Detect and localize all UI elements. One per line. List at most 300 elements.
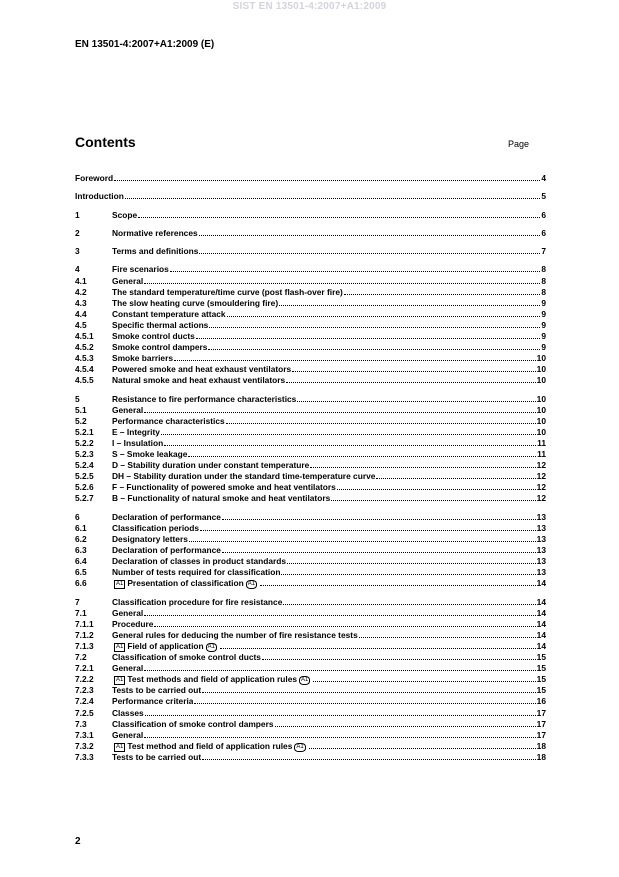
- toc-entry-title-wrap: [112, 449, 187, 460]
- toc-entry-number: 7.2.3: [75, 685, 94, 696]
- toc-entry-title: D – Stability duration under constant temperature: [112, 460, 310, 471]
- toc-entry-page: 12: [536, 493, 546, 504]
- toc-entry-title-wrap: [112, 641, 219, 652]
- dot-leader: [279, 299, 540, 306]
- toc-entry-title-wrap: [112, 320, 208, 331]
- toc-entry[interactable]: [75, 512, 546, 523]
- toc-entry-title: E – Integrity: [112, 426, 160, 437]
- toc-entry-title: Classification of smoke control ducts: [112, 652, 261, 663]
- toc-entry-title-wrap: [112, 394, 296, 405]
- dot-leader: [281, 568, 535, 575]
- toc-entry-title: Classification periods: [112, 522, 200, 533]
- toc-entry-title-wrap: [112, 597, 282, 608]
- toc-entry-title: Tests to be carried out: [112, 751, 202, 762]
- dot-leader: [125, 192, 540, 199]
- toc-entry-number: 3: [75, 246, 80, 257]
- toc-entry-number: 7.2.4: [75, 696, 94, 707]
- toc-entry[interactable]: [75, 696, 546, 707]
- toc-entry-number: 7.2.2: [75, 674, 94, 685]
- toc-entry-title-wrap: [112, 246, 198, 257]
- toc-entry-page: 13: [536, 533, 546, 544]
- toc-entry-title-wrap: [112, 696, 193, 707]
- toc-entry-title-wrap: [112, 652, 261, 663]
- toc-entry-title-wrap: [75, 191, 124, 202]
- toc-entry-title-wrap: [112, 578, 259, 589]
- toc-entry-number: 6: [75, 511, 80, 522]
- toc-entry-page: 17: [536, 718, 546, 729]
- amendment-start-mark: A1: [116, 743, 124, 750]
- toc-entry[interactable]: [75, 416, 546, 427]
- toc-entry-number: 4.5.1: [75, 330, 94, 341]
- toc-entry-page: 7: [541, 246, 546, 257]
- toc-entry-title-wrap: [112, 438, 163, 449]
- toc-entry-page: 8: [541, 286, 546, 297]
- toc-entry-title-wrap: [112, 298, 278, 309]
- toc-entry-title: Presentation of classification: [127, 578, 244, 589]
- toc-entry-title: Designatory letters: [112, 533, 188, 544]
- dot-leader: [275, 720, 536, 727]
- toc-entry-title-wrap: [112, 556, 286, 567]
- toc-entry[interactable]: [75, 641, 546, 652]
- dot-leader: [174, 354, 536, 361]
- dot-leader: [222, 546, 536, 553]
- toc-entry-number: 4.4: [75, 308, 87, 319]
- toc-entry-number: 6.5: [75, 567, 87, 578]
- toc-entry-title-wrap: [112, 630, 358, 641]
- dot-leader: [200, 524, 536, 531]
- toc-entry-title-wrap: [75, 173, 113, 184]
- dot-leader: [286, 376, 536, 383]
- dot-leader: [359, 631, 536, 638]
- toc-entry[interactable]: [75, 309, 546, 320]
- dot-leader: [283, 598, 535, 605]
- toc-entry-title: Performance criteria: [112, 696, 194, 707]
- toc-entry[interactable]: [75, 578, 546, 589]
- toc-entry-page: 10: [536, 426, 546, 437]
- toc-entry-title: Terms and definitions: [112, 246, 199, 257]
- toc-entry-number: 4.3: [75, 297, 87, 308]
- toc-entry-number: 5.2.7: [75, 493, 94, 504]
- toc-entry-number: 4.5: [75, 319, 87, 330]
- toc-entry-title: Performance characteristics: [112, 415, 225, 426]
- toc-entry-page: 17: [536, 729, 546, 740]
- toc-entry[interactable]: [75, 228, 546, 239]
- contents-title: Contents: [75, 134, 136, 150]
- toc-entry-title-wrap: [112, 674, 312, 685]
- toc-entry-title-wrap: [112, 309, 226, 320]
- toc-entry-title-wrap: [112, 730, 143, 741]
- toc-entry-page: 10: [536, 393, 546, 404]
- toc-entry-page: 15: [536, 663, 546, 674]
- amendment-end-mark: A1: [301, 677, 309, 684]
- toc-entry-title-wrap: [112, 512, 221, 523]
- page-column-label: Page: [508, 139, 530, 149]
- toc-entry-page: 18: [536, 740, 546, 751]
- toc-entry-title: The slow heating curve (smouldering fire): [112, 297, 279, 308]
- toc-entry-title: Smoke control ducts: [112, 330, 195, 341]
- toc-entry-number: 7.1.1: [75, 618, 94, 629]
- toc-entry-title: Constant temperature attack: [112, 308, 226, 319]
- dot-leader: [188, 450, 536, 457]
- dot-leader: [144, 664, 535, 671]
- toc-entry[interactable]: [75, 471, 546, 482]
- toc-entry-title-wrap: [112, 708, 144, 719]
- toc-entry-number: 5.2.4: [75, 460, 94, 471]
- toc-entry-title-wrap: [112, 482, 336, 493]
- toc-entry-title: Classification procedure for fire resistance: [112, 596, 283, 607]
- dot-leader: [170, 265, 541, 272]
- toc-entry[interactable]: [75, 630, 546, 641]
- toc-entry-number: 6.1: [75, 522, 87, 533]
- toc-entry[interactable]: [75, 567, 546, 578]
- toc-entry-page: 10: [536, 375, 546, 386]
- toc-entry-title-wrap: [112, 331, 195, 342]
- toc-entry-title-wrap: [112, 523, 199, 534]
- toc-entry-title: Natural smoke and heat exhaust ventilators: [112, 375, 286, 386]
- dot-leader: [199, 247, 540, 254]
- toc-entry-number: 5.2.5: [75, 471, 94, 482]
- toc-entry-title-wrap: [112, 375, 285, 386]
- toc-entry-title-wrap: [112, 264, 169, 275]
- dot-leader: [196, 332, 540, 339]
- amendment-start-mark: A1: [116, 581, 124, 588]
- toc-entry-title-wrap: [112, 608, 143, 619]
- toc-entry-page: 4: [541, 173, 546, 183]
- toc-entry-title-wrap: [112, 353, 173, 364]
- toc-entry-title-wrap: [112, 276, 143, 287]
- toc-entry-number: 5.2.3: [75, 449, 94, 460]
- document-id: EN 13501-4:2007+A1:2009 (E): [75, 39, 215, 50]
- toc-entry-page: 18: [536, 751, 546, 762]
- toc-entry-title: Test method and field of application rules: [127, 740, 293, 751]
- toc-entry-page: 16: [536, 696, 546, 707]
- toc-entry-title: B – Functionality of natural smoke and heat ventilators: [112, 493, 331, 504]
- toc-entry[interactable]: [75, 394, 546, 405]
- toc-entry-title: Smoke barriers: [112, 353, 173, 364]
- toc-entry-title: DH – Stability duration under the standard time-temperature curve: [112, 471, 376, 482]
- toc-entry-title: Foreword: [75, 173, 114, 183]
- dot-leader: [260, 579, 536, 586]
- toc-entry[interactable]: [75, 752, 546, 763]
- toc-entry-title: Number of tests required for classification: [112, 567, 281, 578]
- toc-entry-number: 7: [75, 596, 80, 607]
- toc-entry-title-wrap: [112, 493, 330, 504]
- toc-entry-page: 13: [536, 511, 546, 522]
- toc-entry-number: 7.3: [75, 718, 87, 729]
- toc-entry-title: General: [112, 607, 144, 618]
- dot-leader: [208, 343, 540, 350]
- toc-entry[interactable]: [75, 320, 546, 331]
- toc-entry-page: 14: [536, 640, 546, 651]
- toc-entry-page: 12: [536, 460, 546, 471]
- toc-entry[interactable]: [75, 342, 546, 353]
- toc-entry-title: General: [112, 275, 144, 286]
- dot-leader: [161, 428, 536, 435]
- toc-entry-number: 5.1: [75, 404, 87, 415]
- toc-entry-number: 7.3.1: [75, 729, 94, 740]
- toc-entry-page: 15: [536, 652, 546, 663]
- toc-entry[interactable]: [75, 353, 546, 364]
- toc-entry[interactable]: [75, 298, 546, 309]
- dot-leader: [226, 417, 536, 424]
- amendment-end-mark: A1: [247, 581, 256, 588]
- toc-entry-title-wrap: [112, 663, 143, 674]
- toc-entry-title-wrap: [112, 405, 143, 416]
- toc-entry-page: 9: [541, 330, 546, 341]
- toc-entry[interactable]: [75, 438, 546, 449]
- dot-leader: [222, 513, 536, 520]
- toc-entry[interactable]: [75, 191, 546, 202]
- toc-entry-page: 11: [537, 438, 546, 448]
- toc-entry-title: I – Insulation: [112, 438, 164, 448]
- toc-entry-number: 4.2: [75, 286, 87, 297]
- toc-entry-title: General: [112, 729, 144, 740]
- dot-leader: [199, 229, 541, 236]
- toc-entry-page: 13: [536, 545, 546, 556]
- dot-leader: [309, 742, 536, 749]
- toc-entry-title: S – Smoke leakage: [112, 449, 188, 460]
- toc-entry-number: 4.5.5: [75, 375, 94, 386]
- toc-entry-page: 9: [541, 308, 546, 319]
- toc-entry-number: 7.3.3: [75, 751, 94, 762]
- toc-entry-number: 7.1.3: [75, 640, 94, 651]
- toc-entry-number: 5.2.6: [75, 482, 94, 493]
- toc-entry-title: Declaration of performance: [112, 545, 221, 556]
- toc-entry[interactable]: [75, 608, 546, 619]
- dot-leader: [114, 174, 540, 181]
- dot-leader: [144, 277, 540, 284]
- toc-entry-page: 5: [541, 191, 546, 202]
- toc-entry-title: Normative references: [112, 227, 198, 238]
- toc-entry-number: 5.2.1: [75, 426, 94, 437]
- toc-entry[interactable]: [75, 449, 546, 460]
- toc-entry-number: 5.2: [75, 415, 87, 426]
- amendment-end-mark: A1: [296, 743, 304, 750]
- dot-leader: [189, 535, 536, 542]
- toc-entry-page: 12: [536, 482, 546, 493]
- toc-entry-title: Resistance to fire performance characteristics: [112, 393, 297, 404]
- toc-entry-number: 7.1.2: [75, 629, 94, 640]
- toc-entry-title-wrap: [112, 471, 375, 482]
- toc-entry-number: 7.2.5: [75, 707, 94, 718]
- toc-entry-title-wrap: [112, 342, 207, 353]
- dot-leader: [287, 557, 536, 564]
- toc-entry-page: 10: [536, 353, 546, 364]
- dot-leader: [194, 697, 535, 704]
- toc-entry-page: 13: [536, 522, 546, 533]
- toc-entry-page: 9: [541, 342, 546, 353]
- toc-entry-title-wrap: [112, 427, 160, 438]
- toc-entry-page: 8: [541, 264, 546, 275]
- toc-entry-page: 15: [536, 685, 546, 696]
- dot-leader: [138, 211, 540, 218]
- dot-leader: [292, 365, 535, 372]
- dot-leader: [144, 731, 535, 738]
- toc-entry[interactable]: [75, 556, 546, 567]
- toc-entry[interactable]: [75, 482, 546, 493]
- toc-entry-title: Test methods and field of application rules: [127, 674, 298, 685]
- toc-entry[interactable]: [75, 287, 546, 298]
- toc-entry-number: 7.1: [75, 607, 87, 618]
- toc-entry-title: Fire scenarios: [112, 264, 169, 275]
- toc-entry[interactable]: [75, 741, 546, 752]
- toc-entry-number: 4.5.4: [75, 364, 94, 375]
- amendment-start-mark: A1: [116, 677, 124, 684]
- toc-entry[interactable]: [75, 460, 546, 471]
- toc-entry-title-wrap: [112, 228, 198, 239]
- toc-entry-title: Scope: [112, 209, 138, 220]
- toc-entry-title: Introduction: [75, 191, 124, 202]
- toc-entry-title: Specific thermal actions: [112, 319, 209, 330]
- toc-entry-title: Powered smoke and heat exhaust ventilators: [112, 364, 292, 375]
- toc-entry[interactable]: [75, 730, 546, 741]
- dot-leader: [227, 310, 541, 317]
- toc-entry-number: 7.2: [75, 652, 87, 663]
- toc-entry[interactable]: [75, 264, 546, 275]
- toc-entry[interactable]: [75, 534, 546, 545]
- toc-entry-title-wrap: [112, 719, 274, 730]
- dot-leader: [331, 494, 535, 501]
- toc-entry-page: 10: [536, 404, 546, 415]
- toc-entry[interactable]: [75, 545, 546, 556]
- table-of-contents: [75, 173, 546, 763]
- dot-leader: [310, 461, 535, 468]
- toc-entry-title: Declaration of classes in product standards: [112, 556, 287, 567]
- toc-entry-title-wrap: [112, 210, 137, 221]
- toc-entry-number: 7.2.1: [75, 663, 94, 674]
- toc-entry-title: Classes: [112, 707, 144, 718]
- toc-entry-number: 7.3.2: [75, 740, 94, 751]
- toc-entry-page: 17: [536, 707, 546, 718]
- toc-entry-number: 5.2.2: [75, 438, 94, 448]
- toc-entry[interactable]: [75, 652, 546, 663]
- toc-entry-title: Smoke control dampers: [112, 342, 208, 353]
- toc-entry-number: 4.5.3: [75, 353, 94, 364]
- toc-entry-title-wrap: [112, 364, 291, 375]
- toc-entry[interactable]: [75, 619, 546, 630]
- toc-entry-number: 6.4: [75, 556, 87, 567]
- toc-entry[interactable]: [75, 493, 546, 504]
- toc-entry-page: 13: [536, 556, 546, 567]
- toc-entry-title: F – Functionality of powered smoke and heat ventilators: [112, 482, 336, 493]
- toc-entry-title-wrap: [112, 685, 201, 696]
- dot-leader: [337, 483, 536, 490]
- dot-leader: [164, 439, 536, 446]
- toc-entry-title-wrap: [112, 752, 201, 763]
- toc-entry[interactable]: [75, 173, 546, 184]
- toc-entry-number: 6.3: [75, 545, 87, 556]
- toc-entry-page: 6: [541, 209, 546, 220]
- toc-entry-title-wrap: [112, 545, 221, 556]
- toc-entry-page: 10: [536, 364, 546, 375]
- toc-entry[interactable]: [75, 405, 546, 416]
- toc-entry-page: 14: [536, 607, 546, 618]
- toc-entry-page: 15: [536, 674, 546, 685]
- toc-entry-title: Declaration of performance: [112, 511, 221, 522]
- toc-entry-page: 9: [541, 297, 546, 308]
- toc-entry[interactable]: [75, 674, 546, 685]
- toc-entry[interactable]: [75, 427, 546, 438]
- dot-leader: [376, 472, 535, 479]
- toc-entry-page: 14: [536, 629, 546, 640]
- dot-leader: [202, 686, 535, 693]
- toc-entry-page: 13: [536, 567, 546, 578]
- amendment-end-mark: A1: [207, 643, 215, 650]
- toc-entry-title: General rules for deducing the number of fire resistance tests: [112, 629, 358, 640]
- toc-entry-title: General: [112, 404, 144, 415]
- dot-leader: [144, 406, 535, 413]
- dot-leader: [220, 642, 536, 649]
- toc-entry-page: 6: [541, 227, 546, 238]
- toc-entry-page: 14: [536, 578, 546, 589]
- toc-entry[interactable]: [75, 375, 546, 386]
- dot-leader: [154, 620, 535, 627]
- toc-entry[interactable]: [75, 210, 546, 221]
- toc-entry-title-wrap: [112, 741, 308, 752]
- toc-entry-title-wrap: [112, 287, 343, 298]
- toc-entry-page: 14: [536, 596, 546, 607]
- toc-entry-number: 6.2: [75, 533, 87, 544]
- toc-entry-page: 10: [536, 415, 546, 426]
- toc-entry-page: 8: [541, 275, 546, 286]
- toc-entry[interactable]: [75, 597, 546, 608]
- toc-entry[interactable]: [75, 708, 546, 719]
- toc-entry[interactable]: [75, 663, 546, 674]
- toc-entry[interactable]: [75, 364, 546, 375]
- dot-leader: [209, 321, 540, 328]
- dot-leader: [145, 709, 536, 716]
- toc-entry[interactable]: [75, 276, 546, 287]
- toc-entry-number: 4: [75, 264, 80, 275]
- toc-entry[interactable]: [75, 331, 546, 342]
- amendment-start-mark: A1: [116, 643, 124, 650]
- toc-entry-number: 1: [75, 209, 80, 220]
- toc-entry-page: 11: [537, 449, 546, 460]
- toc-entry[interactable]: [75, 719, 546, 730]
- toc-entry-title: The standard temperature/time curve (post flash-over fire): [112, 286, 343, 297]
- toc-entry-page: 9: [541, 319, 546, 330]
- toc-entry[interactable]: [75, 246, 546, 257]
- dot-leader: [202, 753, 535, 760]
- watermark: SIST EN 13501-4:2007+A1:2009: [232, 1, 387, 12]
- toc-entry-number: 6.6: [75, 578, 87, 589]
- toc-entry-number: 4.1: [75, 275, 87, 286]
- dot-leader: [313, 675, 535, 682]
- dot-leader: [344, 288, 540, 295]
- toc-entry[interactable]: [75, 523, 546, 534]
- toc-entry-page: 14: [536, 618, 546, 629]
- toc-entry[interactable]: [75, 685, 546, 696]
- toc-entry-title: General: [112, 663, 144, 674]
- toc-entry-title-wrap: [112, 416, 225, 427]
- toc-entry-title: Classification of smoke control dampers: [112, 718, 274, 729]
- toc-entry-title: Procedure: [112, 618, 154, 629]
- toc-entry-title: Tests to be carried out: [112, 685, 202, 696]
- toc-entry-title-wrap: [112, 619, 153, 630]
- toc-entry-number: 5: [75, 393, 80, 404]
- page-number: 2: [75, 836, 81, 847]
- toc-entry-number: 2: [75, 227, 80, 238]
- toc-entry-title-wrap: [112, 534, 188, 545]
- toc-entry-number: 4.5.2: [75, 342, 94, 353]
- dot-leader: [297, 395, 535, 402]
- toc-entry-page: 12: [536, 471, 546, 482]
- toc-entry-title: Field of application: [127, 640, 204, 651]
- toc-entry-title-wrap: [112, 567, 280, 578]
- dot-leader: [262, 653, 536, 660]
- toc-entry-title-wrap: [112, 460, 309, 471]
- dot-leader: [144, 609, 535, 616]
